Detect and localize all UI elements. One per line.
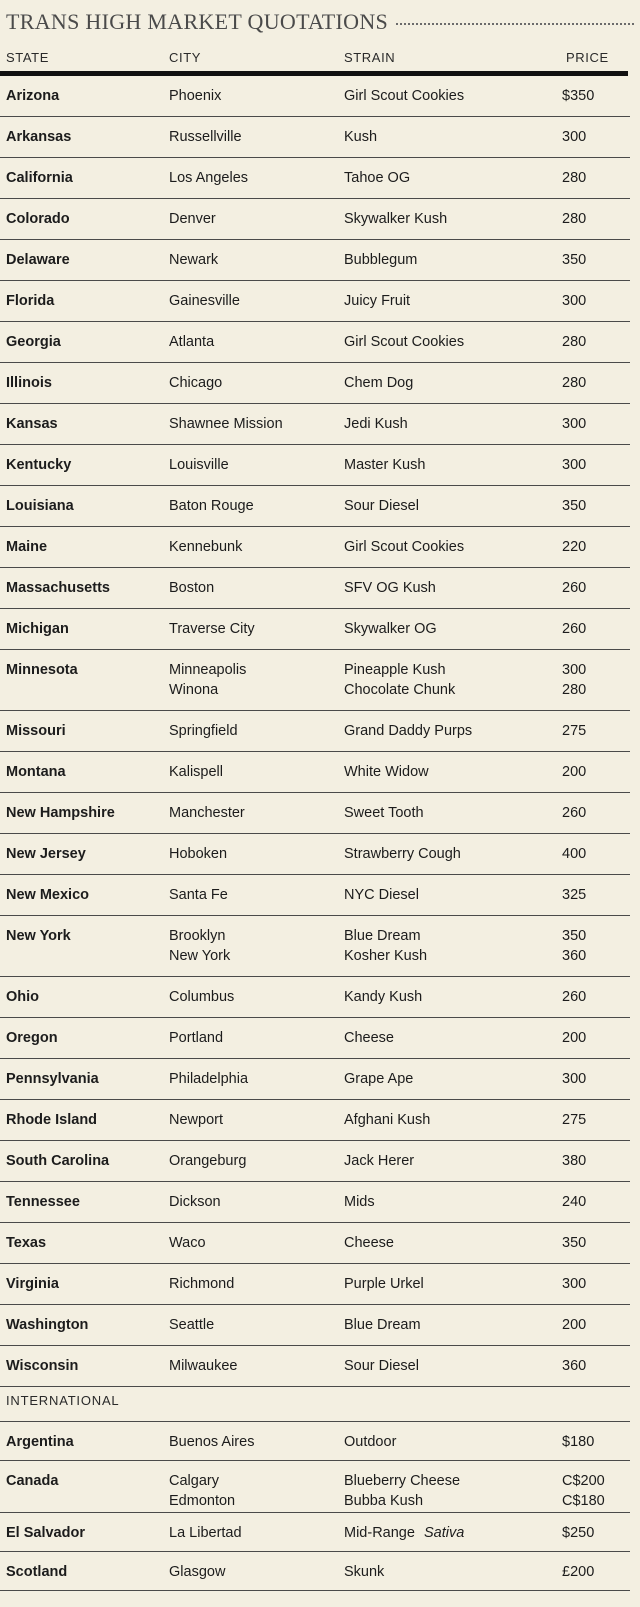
strain-cell: Grand Daddy Purps (344, 723, 473, 739)
price-cell: 300 (562, 1071, 587, 1087)
city-cell: Denver (169, 211, 216, 227)
state-cell: Ohio (6, 989, 40, 1005)
city-cell: Gainesville (169, 293, 240, 309)
price-cell: 260 (562, 621, 587, 637)
strain-cell: Purple Urkel (344, 1276, 424, 1292)
price-cell: 280 (562, 334, 587, 350)
header-city: CITY (169, 50, 202, 65)
price-cell: 240 (562, 1194, 587, 1210)
strain-cell: Sweet Tooth (344, 805, 424, 821)
city-cell: Newark (169, 252, 219, 268)
table-row (0, 916, 630, 977)
strain-cell: Strawberry Cough (344, 846, 461, 862)
strain-cell: Outdoor (344, 1434, 397, 1450)
city-cell: Newport (169, 1112, 223, 1128)
strain-cell: Chocolate Chunk (344, 682, 456, 698)
table-row (0, 834, 630, 875)
strain-cell: Pineapple Kush (344, 662, 446, 678)
title-dotted-rule (396, 23, 634, 25)
strain-cell: Blueberry Cheese (344, 1473, 461, 1489)
state-cell: Illinois (6, 375, 52, 391)
table-row (0, 1422, 630, 1461)
city-cell: Atlanta (169, 334, 215, 350)
table-row (0, 1513, 630, 1552)
table-row (0, 1059, 630, 1100)
table-row (0, 977, 630, 1018)
city-cell: Traverse City (169, 621, 255, 637)
table-title (6, 9, 634, 35)
strain-cell: Kush (344, 129, 378, 145)
price-cell: 350 (562, 252, 587, 268)
city-cell: New York (169, 948, 231, 964)
table-row (0, 711, 630, 752)
strain-cell: Mids (344, 1194, 375, 1210)
table-row (0, 1223, 630, 1264)
city-cell: Orangeburg (169, 1153, 247, 1169)
price-cell: £200 (562, 1564, 595, 1580)
strain-cell: Tahoe OG (344, 170, 411, 186)
price-cell: $350 (562, 88, 595, 104)
city-cell: Brooklyn (169, 928, 226, 944)
city-cell: Glasgow (169, 1564, 226, 1580)
strain-italic-cell: Sativa (424, 1525, 465, 1541)
price-cell: 300 (562, 457, 587, 473)
strain-cell: Kosher Kush (344, 948, 428, 964)
price-cell: $180 (562, 1434, 595, 1450)
state-cell: Texas (6, 1235, 47, 1251)
strain-cell: White Widow (344, 764, 429, 780)
price-cell: 360 (562, 1358, 587, 1374)
state-cell: Florida (6, 293, 55, 309)
city-cell: Springfield (169, 723, 238, 739)
strain-cell: Master Kush (344, 457, 426, 473)
price-cell: 200 (562, 1030, 587, 1046)
strain-cell: Afghani Kush (344, 1112, 431, 1128)
city-cell: Philadelphia (169, 1071, 249, 1087)
strain-cell: Grape Ape (344, 1071, 414, 1087)
state-cell: New York (6, 928, 71, 944)
table-row (0, 445, 630, 486)
strain-cell: Mid-Range (344, 1525, 415, 1541)
price-cell: 275 (562, 1112, 587, 1128)
table-row (0, 1182, 630, 1223)
price-cell: 280 (562, 682, 587, 698)
strain-cell: Blue Dream (344, 1317, 421, 1333)
price-cell: 325 (562, 887, 587, 903)
state-cell: Michigan (6, 621, 69, 637)
price-cell: 300 (562, 129, 587, 145)
city-cell: Milwaukee (169, 1358, 238, 1374)
international-section-header (0, 1384, 630, 1422)
strain-cell: Skunk (344, 1564, 385, 1580)
city-cell: Russellville (169, 129, 242, 145)
city-cell: Winona (169, 682, 219, 698)
table-row (0, 752, 630, 793)
table-row (0, 875, 630, 916)
table-row (0, 117, 630, 158)
state-cell: Arkansas (6, 129, 72, 145)
table-row (0, 281, 630, 322)
price-cell: 380 (562, 1153, 587, 1169)
header-state: STATE (6, 50, 49, 65)
strain-cell: Girl Scout Cookies (344, 88, 465, 104)
strain-cell: Skywalker OG (344, 621, 437, 637)
price-cell: 300 (562, 293, 587, 309)
strain-cell: Bubblegum (344, 252, 418, 268)
table-row (0, 1018, 630, 1059)
header-price: PRICE (566, 50, 609, 65)
city-cell: Dickson (169, 1194, 221, 1210)
state-cell: New Hampshire (6, 805, 115, 821)
state-cell: Delaware (6, 252, 70, 268)
price-cell: 350 (562, 498, 587, 514)
price-cell: 300 (562, 1276, 587, 1292)
international-label: INTERNATIONAL (6, 1393, 120, 1408)
table-row (0, 793, 630, 834)
table-row (0, 1461, 630, 1513)
price-cell: 280 (562, 170, 587, 186)
city-cell: Kennebunk (169, 539, 243, 555)
city-cell: Boston (169, 580, 215, 596)
table-row (0, 322, 630, 363)
strain-cell: Kandy Kush (344, 989, 423, 1005)
city-cell: Shawnee Mission (169, 416, 283, 432)
state-cell: Montana (6, 764, 66, 780)
table-row (0, 76, 630, 117)
strain-cell: Jack Herer (344, 1153, 415, 1169)
city-cell: Buenos Aires (169, 1434, 255, 1450)
city-cell: Phoenix (169, 88, 222, 104)
price-cell: 280 (562, 375, 587, 391)
table-row (0, 609, 630, 650)
strain-cell: Sour Diesel (344, 1358, 419, 1374)
state-cell: Minnesota (6, 662, 78, 678)
header-strain: STRAIN (344, 50, 396, 65)
price-cell: $250 (562, 1525, 595, 1541)
price-cell: 200 (562, 1317, 587, 1333)
price-cell: 260 (562, 989, 587, 1005)
table-row (0, 1552, 630, 1591)
state-cell: California (6, 170, 73, 186)
state-cell: Argentina (6, 1434, 74, 1450)
price-cell: 360 (562, 948, 587, 964)
strain-cell: Blue Dream (344, 928, 421, 944)
city-cell: Louisville (169, 457, 229, 473)
price-cell: 260 (562, 580, 587, 596)
city-cell: Edmonton (169, 1493, 236, 1509)
price-cell: 275 (562, 723, 587, 739)
city-cell: Hoboken (169, 846, 228, 862)
strain-cell: Cheese (344, 1030, 394, 1046)
state-cell: New Jersey (6, 846, 86, 862)
state-cell: El Salvador (6, 1525, 85, 1541)
table-row (0, 1141, 630, 1182)
price-cell: C$180 (562, 1493, 605, 1509)
table-row (0, 1100, 630, 1141)
state-cell: Arizona (6, 88, 60, 104)
state-cell: Massachusetts (6, 580, 110, 596)
price-cell: 200 (562, 764, 587, 780)
strain-cell: Girl Scout Cookies (344, 539, 465, 555)
table-row (0, 1346, 630, 1387)
strain-cell: Chem Dog (344, 375, 414, 391)
city-cell: Portland (169, 1030, 224, 1046)
state-cell: Wisconsin (6, 1358, 79, 1374)
city-cell: Richmond (169, 1276, 235, 1292)
state-cell: Colorado (6, 211, 70, 227)
price-cell: 300 (562, 662, 587, 678)
table-row (0, 363, 630, 404)
table-row (0, 404, 630, 445)
price-cell: 300 (562, 416, 587, 432)
table-row (0, 199, 630, 240)
title-text: TRANS HIGH MARKET QUOTATIONS (6, 9, 389, 34)
city-cell: Santa Fe (169, 887, 228, 903)
city-cell: Columbus (169, 989, 235, 1005)
state-cell: Canada (6, 1473, 59, 1489)
table-row (0, 1305, 630, 1346)
price-cell: 400 (562, 846, 587, 862)
price-cell: C$200 (562, 1473, 605, 1489)
table-row (0, 568, 630, 609)
city-cell: Seattle (169, 1317, 215, 1333)
city-cell: La Libertad (169, 1525, 242, 1541)
city-cell: Calgary (169, 1473, 219, 1489)
state-cell: New Mexico (6, 887, 89, 903)
state-cell: Oregon (6, 1030, 58, 1046)
strain-cell: Girl Scout Cookies (344, 334, 465, 350)
strain-cell: SFV OG Kush (344, 580, 436, 596)
state-cell: Scotland (6, 1564, 68, 1580)
city-cell: Waco (169, 1235, 206, 1251)
table-row (0, 650, 630, 711)
state-cell: Rhode Island (6, 1112, 98, 1128)
city-cell: Kalispell (169, 764, 223, 780)
strain-cell: Skywalker Kush (344, 211, 448, 227)
table-row (0, 486, 630, 527)
strain-cell: Juicy Fruit (344, 293, 411, 309)
table-row (0, 240, 630, 281)
strain-cell: Bubba Kush (344, 1493, 424, 1509)
state-cell: Louisiana (6, 498, 74, 514)
state-cell: Georgia (6, 334, 61, 350)
state-cell: Missouri (6, 723, 66, 739)
table-row (0, 527, 630, 568)
city-cell: Chicago (169, 375, 223, 391)
state-cell: Kentucky (6, 457, 72, 473)
city-cell: Los Angeles (169, 170, 249, 186)
state-cell: Virginia (6, 1276, 59, 1292)
state-cell: South Carolina (6, 1153, 110, 1169)
price-cell: 260 (562, 805, 587, 821)
price-cell: 280 (562, 211, 587, 227)
price-cell: 220 (562, 539, 587, 555)
state-cell: Kansas (6, 416, 58, 432)
state-cell: Maine (6, 539, 48, 555)
state-cell: Pennsylvania (6, 1071, 99, 1087)
price-cell: 350 (562, 928, 587, 944)
strain-cell: Sour Diesel (344, 498, 419, 514)
state-cell: Washington (6, 1317, 89, 1333)
price-cell: 350 (562, 1235, 587, 1251)
table-row (0, 1264, 630, 1305)
strain-cell: Cheese (344, 1235, 394, 1251)
city-cell: Baton Rouge (169, 498, 254, 514)
strain-cell: NYC Diesel (344, 887, 419, 903)
table-row (0, 158, 630, 199)
state-cell: Tennessee (6, 1194, 80, 1210)
strain-cell: Jedi Kush (344, 416, 408, 432)
city-cell: Manchester (169, 805, 245, 821)
city-cell: Minneapolis (169, 662, 247, 678)
